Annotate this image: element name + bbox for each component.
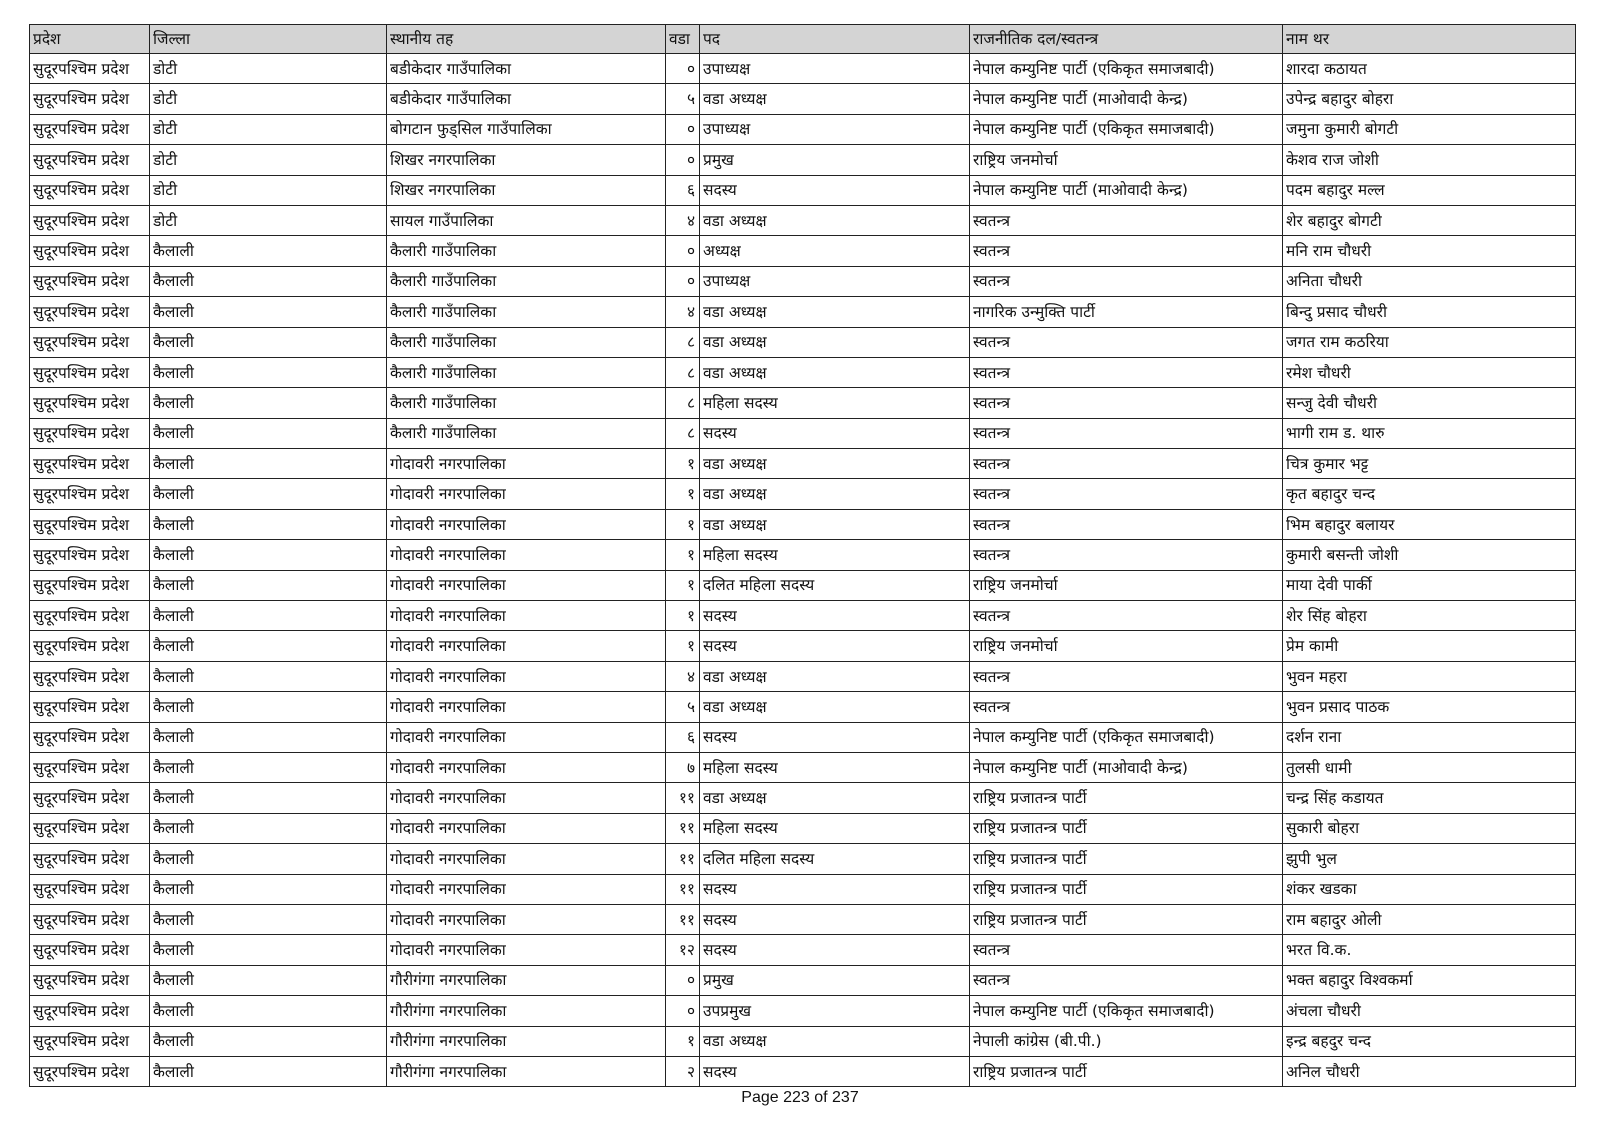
local-level-cell: गौरीगंगा नगरपालिका [387, 996, 666, 1026]
col-header-post: पद [700, 25, 970, 54]
table-row [30, 449, 1576, 479]
district-cell: कैलाली [150, 935, 387, 965]
local-level-cell: गोदावरी नगरपालिका [387, 722, 666, 752]
name-cell: तुलसी धामी [1283, 752, 1576, 782]
table-row [30, 357, 1576, 387]
name-cell: भक्त बहादुर विश्वकर्मा [1283, 965, 1576, 995]
post-cell: वडा अध्यक्ष [700, 327, 970, 357]
table-row [30, 570, 1576, 600]
ward-cell: ११ [666, 844, 700, 874]
table-row [30, 692, 1576, 722]
post-cell: सदस्य [700, 418, 970, 448]
district-cell: कैलाली [150, 813, 387, 843]
province-cell: सुदूरपश्चिम प्रदेश [30, 297, 150, 327]
local-level-cell: गोदावरी नगरपालिका [387, 844, 666, 874]
local-level-cell: गोदावरी नगरपालिका [387, 509, 666, 539]
ward-cell: १ [666, 479, 700, 509]
province-cell: सुदूरपश्चिम प्रदेश [30, 601, 150, 631]
post-cell: उपाध्यक्ष [700, 114, 970, 144]
table-row [30, 1056, 1576, 1086]
name-cell: भिम बहादुर बलायर [1283, 509, 1576, 539]
ward-cell: ५ [666, 692, 700, 722]
party-cell: स्वतन्त्र [970, 479, 1283, 509]
party-cell: नेपाल कम्युनिष्ट पार्टी (एकिकृत समाजबादी) [970, 114, 1283, 144]
province-cell: सुदूरपश्चिम प्रदेश [30, 114, 150, 144]
party-cell: स्वतन्त्र [970, 236, 1283, 266]
province-cell: सुदूरपश्चिम प्रदेश [30, 661, 150, 691]
district-cell: डोटी [150, 84, 387, 114]
province-cell: सुदूरपश्चिम प्रदेश [30, 813, 150, 843]
name-cell: भागी राम ड. थारु [1283, 418, 1576, 448]
name-cell: अंचला चौधरी [1283, 996, 1576, 1026]
ward-cell: ० [666, 114, 700, 144]
district-cell: कैलाली [150, 601, 387, 631]
name-cell: भुवन प्रसाद पाठक [1283, 692, 1576, 722]
local-level-cell: कैलारी गाउँपालिका [387, 388, 666, 418]
table-row [30, 601, 1576, 631]
ward-cell: ८ [666, 357, 700, 387]
local-level-cell: बडीकेदार गाउँपालिका [387, 84, 666, 114]
post-cell: दलित महिला सदस्य [700, 570, 970, 600]
party-cell: स्वतन्त्र [970, 327, 1283, 357]
ward-cell: १ [666, 601, 700, 631]
local-level-cell: कैलारी गाउँपालिका [387, 357, 666, 387]
local-level-cell: कैलारी गाउँपालिका [387, 266, 666, 296]
district-cell: कैलाली [150, 570, 387, 600]
ward-cell: २ [666, 1056, 700, 1086]
province-cell: सुदूरपश्चिम प्रदेश [30, 722, 150, 752]
results-table-wrapper [29, 24, 1575, 1087]
district-cell: कैलाली [150, 236, 387, 266]
post-cell: वडा अध्यक्ष [700, 783, 970, 813]
province-cell: सुदूरपश्चिम प्रदेश [30, 357, 150, 387]
local-level-cell: कैलारी गाउँपालिका [387, 418, 666, 448]
local-level-cell: गोदावरी नगरपालिका [387, 692, 666, 722]
party-cell: स्वतन्त्र [970, 357, 1283, 387]
table-row [30, 175, 1576, 205]
ward-cell: १ [666, 1026, 700, 1056]
party-cell: स्वतन्त्र [970, 266, 1283, 296]
table-row [30, 813, 1576, 843]
ward-cell: ११ [666, 783, 700, 813]
district-cell: कैलाली [150, 1026, 387, 1056]
table-row [30, 84, 1576, 114]
post-cell: उपाध्यक्ष [700, 54, 970, 84]
post-cell: अध्यक्ष [700, 236, 970, 266]
province-cell: सुदूरपश्चिम प्रदेश [30, 175, 150, 205]
party-cell: स्वतन्त्र [970, 540, 1283, 570]
district-cell: कैलाली [150, 904, 387, 934]
district-cell: डोटी [150, 145, 387, 175]
party-cell: नेपाल कम्युनिष्ट पार्टी (एकिकृत समाजबादी) [970, 996, 1283, 1026]
local-level-cell: गोदावरी नगरपालिका [387, 631, 666, 661]
table-row [30, 418, 1576, 448]
province-cell: सुदूरपश्चिम प्रदेश [30, 236, 150, 266]
table-row [30, 631, 1576, 661]
district-cell: कैलाली [150, 631, 387, 661]
table-row [30, 540, 1576, 570]
name-cell: मनि राम चौधरी [1283, 236, 1576, 266]
local-level-cell: गौरीगंगा नगरपालिका [387, 1026, 666, 1056]
col-header-province: प्रदेश [30, 25, 150, 54]
ward-cell: ८ [666, 388, 700, 418]
party-cell: नेपाल कम्युनिष्ट पार्टी (माओवादी केन्द्र) [970, 84, 1283, 114]
table-row [30, 661, 1576, 691]
ward-cell: ७ [666, 752, 700, 782]
post-cell: सदस्य [700, 175, 970, 205]
name-cell: झुपी भुल [1283, 844, 1576, 874]
local-level-cell: गौरीगंगा नगरपालिका [387, 1056, 666, 1086]
post-cell: महिला सदस्य [700, 388, 970, 418]
party-cell: स्वतन्त्र [970, 388, 1283, 418]
district-cell: डोटी [150, 175, 387, 205]
table-row [30, 327, 1576, 357]
district-cell: कैलाली [150, 418, 387, 448]
post-cell: वडा अध्यक्ष [700, 692, 970, 722]
ward-cell: १ [666, 570, 700, 600]
party-cell: स्वतन्त्र [970, 205, 1283, 235]
district-cell: कैलाली [150, 692, 387, 722]
ward-cell: ११ [666, 874, 700, 904]
district-cell: कैलाली [150, 327, 387, 357]
province-cell: सुदूरपश्चिम प्रदेश [30, 266, 150, 296]
name-cell: माया देवी पार्की [1283, 570, 1576, 600]
table-row [30, 722, 1576, 752]
name-cell: शंकर खडका [1283, 874, 1576, 904]
party-cell: स्वतन्त्र [970, 509, 1283, 539]
col-header-local-level: स्थानीय तह [387, 25, 666, 54]
ward-cell: १ [666, 449, 700, 479]
ward-cell: १ [666, 631, 700, 661]
table-row [30, 236, 1576, 266]
local-level-cell: गौरीगंगा नगरपालिका [387, 965, 666, 995]
province-cell: सुदूरपश्चिम प्रदेश [30, 84, 150, 114]
district-cell: कैलाली [150, 540, 387, 570]
post-cell: महिला सदस्य [700, 752, 970, 782]
name-cell: अनिल चौधरी [1283, 1056, 1576, 1086]
results-table [29, 24, 1576, 1087]
local-level-cell: गोदावरी नगरपालिका [387, 813, 666, 843]
ward-cell: ० [666, 965, 700, 995]
province-cell: सुदूरपश्चिम प्रदेश [30, 54, 150, 84]
name-cell: जगत राम कठरिया [1283, 327, 1576, 357]
ward-cell: ५ [666, 84, 700, 114]
ward-cell: ११ [666, 904, 700, 934]
party-cell: नेपाल कम्युनिष्ट पार्टी (माओवादी केन्द्र) [970, 175, 1283, 205]
col-header-name: नाम थर [1283, 25, 1576, 54]
district-cell: कैलाली [150, 1056, 387, 1086]
local-level-cell: बोगटान फुड्सिल गाउँपालिका [387, 114, 666, 144]
province-cell: सुदूरपश्चिम प्रदेश [30, 692, 150, 722]
province-cell: सुदूरपश्चिम प्रदेश [30, 145, 150, 175]
province-cell: सुदूरपश्चिम प्रदेश [30, 388, 150, 418]
post-cell: सदस्य [700, 935, 970, 965]
name-cell: सन्जु देवी चौधरी [1283, 388, 1576, 418]
table-row [30, 1026, 1576, 1056]
party-cell: राष्ट्रिय जनमोर्चा [970, 145, 1283, 175]
local-level-cell: शिखर नगरपालिका [387, 175, 666, 205]
name-cell: केशव राज जोशी [1283, 145, 1576, 175]
local-level-cell: गोदावरी नगरपालिका [387, 783, 666, 813]
district-cell: कैलाली [150, 783, 387, 813]
post-cell: उपाध्यक्ष [700, 266, 970, 296]
party-cell: राष्ट्रिय प्रजातन्त्र पार्टी [970, 813, 1283, 843]
party-cell: राष्ट्रिय प्रजातन्त्र पार्टी [970, 904, 1283, 934]
table-row [30, 479, 1576, 509]
local-level-cell: गोदावरी नगरपालिका [387, 479, 666, 509]
party-cell: राष्ट्रिय प्रजातन्त्र पार्टी [970, 783, 1283, 813]
table-row [30, 145, 1576, 175]
province-cell: सुदूरपश्चिम प्रदेश [30, 874, 150, 904]
name-cell: सुकारी बोहरा [1283, 813, 1576, 843]
ward-cell: ११ [666, 813, 700, 843]
party-cell: नेपाल कम्युनिष्ट पार्टी (एकिकृत समाजबादी) [970, 54, 1283, 84]
ward-cell: ६ [666, 175, 700, 205]
table-row [30, 297, 1576, 327]
post-cell: वडा अध्यक्ष [700, 661, 970, 691]
name-cell: रमेश चौधरी [1283, 357, 1576, 387]
local-level-cell: शिखर नगरपालिका [387, 145, 666, 175]
district-cell: कैलाली [150, 388, 387, 418]
name-cell: जमुना कुमारी बोगटी [1283, 114, 1576, 144]
name-cell: अनिता चौधरी [1283, 266, 1576, 296]
party-cell: नेपाल कम्युनिष्ट पार्टी (माओवादी केन्द्र) [970, 752, 1283, 782]
district-cell: कैलाली [150, 479, 387, 509]
name-cell: इन्द्र बहदुर चन्द [1283, 1026, 1576, 1056]
name-cell: चन्द्र सिंह कडायत [1283, 783, 1576, 813]
district-cell: कैलाली [150, 449, 387, 479]
table-row [30, 114, 1576, 144]
col-header-ward: वडा [666, 25, 700, 54]
district-cell: कैलाली [150, 661, 387, 691]
district-cell: कैलाली [150, 266, 387, 296]
name-cell: प्रेम कामी [1283, 631, 1576, 661]
province-cell: सुदूरपश्चिम प्रदेश [30, 965, 150, 995]
table-row [30, 935, 1576, 965]
province-cell: सुदूरपश्चिम प्रदेश [30, 509, 150, 539]
ward-cell: ० [666, 54, 700, 84]
province-cell: सुदूरपश्चिम प्रदेश [30, 935, 150, 965]
ward-cell: ० [666, 145, 700, 175]
name-cell: दर्शन राना [1283, 722, 1576, 752]
table-row [30, 205, 1576, 235]
district-cell: डोटी [150, 54, 387, 84]
post-cell: वडा अध्यक्ष [700, 449, 970, 479]
local-level-cell: गोदावरी नगरपालिका [387, 661, 666, 691]
district-cell: कैलाली [150, 722, 387, 752]
province-cell: सुदूरपश्चिम प्रदेश [30, 1056, 150, 1086]
table-row [30, 874, 1576, 904]
party-cell: राष्ट्रिय प्रजातन्त्र पार्टी [970, 844, 1283, 874]
province-cell: सुदूरपश्चिम प्रदेश [30, 570, 150, 600]
province-cell: सुदूरपश्चिम प्रदेश [30, 631, 150, 661]
table-row [30, 844, 1576, 874]
province-cell: सुदूरपश्चिम प्रदेश [30, 540, 150, 570]
ward-cell: ० [666, 266, 700, 296]
local-level-cell: गोदावरी नगरपालिका [387, 874, 666, 904]
name-cell: शारदा कठायत [1283, 54, 1576, 84]
name-cell: राम बहादुर ओली [1283, 904, 1576, 934]
party-cell: स्वतन्त्र [970, 418, 1283, 448]
ward-cell: ४ [666, 297, 700, 327]
local-level-cell: कैलारी गाउँपालिका [387, 297, 666, 327]
district-cell: डोटी [150, 205, 387, 235]
post-cell: सदस्य [700, 904, 970, 934]
post-cell: सदस्य [700, 631, 970, 661]
party-cell: स्वतन्त्र [970, 935, 1283, 965]
name-cell: भरत वि.क. [1283, 935, 1576, 965]
party-cell: राष्ट्रिय प्रजातन्त्र पार्टी [970, 1056, 1283, 1086]
name-cell: शेर सिंह बोहरा [1283, 601, 1576, 631]
post-cell: उपप्रमुख [700, 996, 970, 1026]
name-cell: बिन्दु प्रसाद चौधरी [1283, 297, 1576, 327]
district-cell: कैलाली [150, 965, 387, 995]
district-cell: कैलाली [150, 357, 387, 387]
post-cell: प्रमुख [700, 145, 970, 175]
local-level-cell: गोदावरी नगरपालिका [387, 570, 666, 600]
province-cell: सुदूरपश्चिम प्रदेश [30, 1026, 150, 1056]
post-cell: महिला सदस्य [700, 813, 970, 843]
party-cell: स्वतन्त्र [970, 965, 1283, 995]
name-cell: चित्र कुमार भट्ट [1283, 449, 1576, 479]
party-cell: राष्ट्रिय जनमोर्चा [970, 631, 1283, 661]
table-row [30, 54, 1576, 84]
district-cell: कैलाली [150, 844, 387, 874]
province-cell: सुदूरपश्चिम प्रदेश [30, 844, 150, 874]
ward-cell: १ [666, 509, 700, 539]
table-row [30, 266, 1576, 296]
local-level-cell: कैलारी गाउँपालिका [387, 327, 666, 357]
district-cell: डोटी [150, 114, 387, 144]
local-level-cell: गोदावरी नगरपालिका [387, 904, 666, 934]
post-cell: वडा अध्यक्ष [700, 1026, 970, 1056]
name-cell: कुमारी बसन्ती जोशी [1283, 540, 1576, 570]
ward-cell: १२ [666, 935, 700, 965]
province-cell: सुदूरपश्चिम प्रदेश [30, 904, 150, 934]
province-cell: सुदूरपश्चिम प्रदेश [30, 479, 150, 509]
party-cell: स्वतन्त्र [970, 601, 1283, 631]
local-level-cell: गोदावरी नगरपालिका [387, 601, 666, 631]
province-cell: सुदूरपश्चिम प्रदेश [30, 996, 150, 1026]
table-row [30, 965, 1576, 995]
local-level-cell: गोदावरी नगरपालिका [387, 752, 666, 782]
local-level-cell: कैलारी गाउँपालिका [387, 236, 666, 266]
local-level-cell: गोदावरी नगरपालिका [387, 935, 666, 965]
ward-cell: ० [666, 996, 700, 1026]
local-level-cell: गोदावरी नगरपालिका [387, 449, 666, 479]
post-cell: सदस्य [700, 874, 970, 904]
district-cell: कैलाली [150, 509, 387, 539]
party-cell: नागरिक उन्मुक्ति पार्टी [970, 297, 1283, 327]
province-cell: सुदूरपश्चिम प्रदेश [30, 783, 150, 813]
post-cell: वडा अध्यक्ष [700, 84, 970, 114]
province-cell: सुदूरपश्चिम प्रदेश [30, 449, 150, 479]
name-cell: भुवन महरा [1283, 661, 1576, 691]
table-row [30, 388, 1576, 418]
party-cell: नेपाल कम्युनिष्ट पार्टी (एकिकृत समाजबादी) [970, 722, 1283, 752]
post-cell: वडा अध्यक्ष [700, 205, 970, 235]
party-cell: नेपाली कांग्रेस (बी.पी.) [970, 1026, 1283, 1056]
province-cell: सुदूरपश्चिम प्रदेश [30, 205, 150, 235]
party-cell: राष्ट्रिय प्रजातन्त्र पार्टी [970, 874, 1283, 904]
post-cell: वडा अध्यक्ष [700, 357, 970, 387]
ward-cell: ० [666, 236, 700, 266]
post-cell: वडा अध्यक्ष [700, 297, 970, 327]
local-level-cell: बडीकेदार गाउँपालिका [387, 54, 666, 84]
post-cell: वडा अध्यक्ष [700, 509, 970, 539]
district-cell: कैलाली [150, 752, 387, 782]
name-cell: कृत बहादुर चन्द [1283, 479, 1576, 509]
local-level-cell: सायल गाउँपालिका [387, 205, 666, 235]
post-cell: सदस्य [700, 1056, 970, 1086]
province-cell: सुदूरपश्चिम प्रदेश [30, 327, 150, 357]
post-cell: सदस्य [700, 722, 970, 752]
ward-cell: ८ [666, 418, 700, 448]
ward-cell: ४ [666, 661, 700, 691]
party-cell: राष्ट्रिय जनमोर्चा [970, 570, 1283, 600]
post-cell: सदस्य [700, 601, 970, 631]
party-cell: स्वतन्त्र [970, 449, 1283, 479]
province-cell: सुदूरपश्चिम प्रदेश [30, 752, 150, 782]
page-number: Page 223 of 237 [741, 1089, 859, 1106]
ward-cell: ४ [666, 205, 700, 235]
post-cell: दलित महिला सदस्य [700, 844, 970, 874]
local-level-cell: गोदावरी नगरपालिका [387, 540, 666, 570]
ward-cell: ८ [666, 327, 700, 357]
table-row [30, 752, 1576, 782]
name-cell: उपेन्द्र बहादुर बोहरा [1283, 84, 1576, 114]
table-body [30, 54, 1576, 1087]
post-cell: प्रमुख [700, 965, 970, 995]
ward-cell: १ [666, 540, 700, 570]
party-cell: स्वतन्त्र [970, 661, 1283, 691]
district-cell: कैलाली [150, 874, 387, 904]
col-header-party: राजनीतिक दल/स्वतन्त्र [970, 25, 1283, 54]
name-cell: शेर बहादुर बोगटी [1283, 205, 1576, 235]
table-row [30, 783, 1576, 813]
post-cell: महिला सदस्य [700, 540, 970, 570]
table-row [30, 509, 1576, 539]
table-header [30, 25, 1576, 54]
name-cell: पदम बहादुर मल्ल [1283, 175, 1576, 205]
post-cell: वडा अध्यक्ष [700, 479, 970, 509]
table-row [30, 904, 1576, 934]
ward-cell: ६ [666, 722, 700, 752]
table-row [30, 996, 1576, 1026]
district-cell: कैलाली [150, 297, 387, 327]
party-cell: स्वतन्त्र [970, 692, 1283, 722]
header-row [30, 25, 1576, 54]
district-cell: कैलाली [150, 996, 387, 1026]
province-cell: सुदूरपश्चिम प्रदेश [30, 418, 150, 448]
col-header-district: जिल्ला [150, 25, 387, 54]
